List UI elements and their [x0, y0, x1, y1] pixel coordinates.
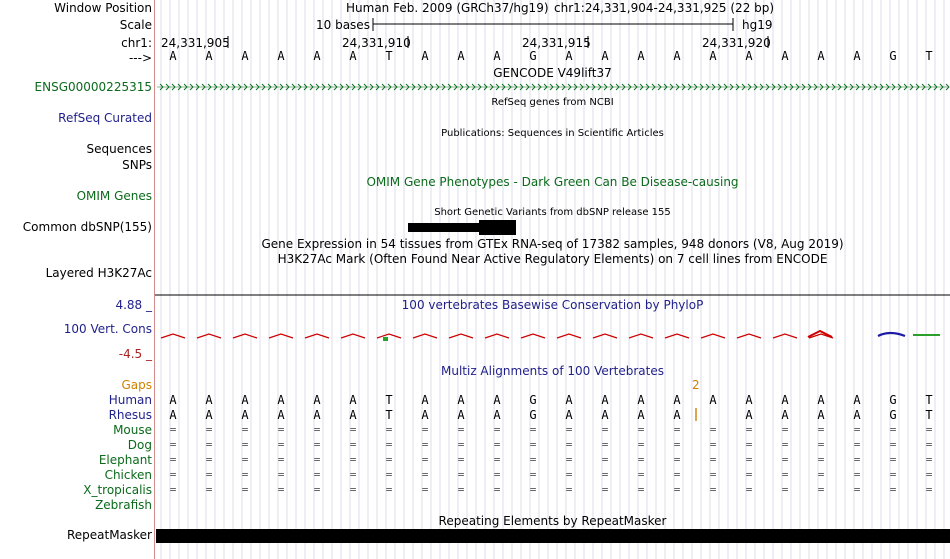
identical-base: = — [277, 438, 285, 451]
sequence-base: A — [601, 49, 609, 63]
identical-base: = — [529, 453, 537, 466]
identical-base: = — [313, 423, 321, 436]
identical-base: = — [709, 468, 717, 481]
identical-base: = — [169, 438, 177, 451]
rhesus-base: A — [637, 408, 645, 422]
identical-base: = — [457, 438, 465, 451]
identical-base: = — [817, 453, 825, 466]
phylop-bar — [593, 334, 617, 338]
rhesus-base: A — [601, 408, 609, 422]
identical-base: = — [709, 438, 717, 451]
common-dbsnp-label[interactable]: Common dbSNP(155) — [22, 220, 152, 234]
identical-base: = — [781, 468, 789, 481]
strand-arrow-label: ---> — [128, 51, 152, 65]
multiz-track-title: Multiz Alignments of 100 Vertebrates — [440, 364, 665, 378]
identical-base: = — [241, 423, 249, 436]
identical-base: = — [853, 483, 861, 496]
species-label-rhesus: Rhesus — [108, 408, 152, 422]
identical-base: = — [565, 468, 573, 481]
sequence-base: A — [205, 49, 213, 63]
human-base: A — [817, 393, 825, 407]
identical-base: = — [169, 483, 177, 496]
human-base: T — [385, 393, 393, 407]
sequence-base: A — [817, 49, 825, 63]
human-base: A — [781, 393, 789, 407]
identical-base: = — [457, 453, 465, 466]
identical-base: = — [241, 453, 249, 466]
chr-label: chr1: — [121, 36, 152, 50]
sequence-base: A — [565, 49, 573, 63]
identical-base: = — [493, 438, 501, 451]
identical-base: = — [421, 453, 429, 466]
identical-base: = — [169, 423, 177, 436]
identical-base: = — [709, 423, 717, 436]
sequence-base: A — [457, 49, 465, 63]
human-base: A — [421, 393, 429, 407]
rhesus-base: G — [889, 408, 897, 422]
sequence-base: A — [673, 49, 681, 63]
identical-base: = — [421, 423, 429, 436]
identical-base: = — [277, 423, 285, 436]
identical-base: = — [817, 483, 825, 496]
phylop-bar — [629, 334, 653, 338]
identical-base: = — [601, 423, 609, 436]
rhesus-base: A — [493, 408, 501, 422]
sequence-base: A — [241, 49, 249, 63]
rhesus-base: A — [277, 408, 285, 422]
repeatmasker-bar — [156, 529, 950, 543]
identical-base: = — [637, 468, 645, 481]
identical-base: = — [745, 483, 753, 496]
identical-base: = — [601, 483, 609, 496]
identical-base: = — [565, 453, 573, 466]
sequence-base: A — [313, 49, 321, 63]
phylop-bar — [377, 334, 401, 338]
identical-base: = — [457, 483, 465, 496]
identical-base: = — [565, 438, 573, 451]
identical-base: = — [637, 438, 645, 451]
identical-base: = — [673, 438, 681, 451]
rhesus-base: A — [241, 408, 249, 422]
phylop-track-title: 100 vertebrates Basewise Conservation by PhyloP — [401, 298, 704, 312]
identical-base: = — [889, 468, 897, 481]
identical-base: = — [349, 483, 357, 496]
rhesus-base: A — [205, 408, 213, 422]
human-base: A — [673, 393, 681, 407]
rhesus-base: A — [565, 408, 573, 422]
phylop-bar — [701, 334, 725, 338]
rhesus-base: T — [385, 408, 393, 422]
identical-base: = — [205, 423, 213, 436]
identical-base: = — [817, 438, 825, 451]
identical-base: = — [493, 423, 501, 436]
rhesus-base: A — [313, 408, 321, 422]
rhesus-base: G — [529, 408, 537, 422]
identical-base: = — [493, 453, 501, 466]
coord-label-3: 24,331,915 — [522, 36, 591, 50]
rhesus-base: A — [817, 408, 825, 422]
assembly-title: Human Feb. 2009 (GRCh37/hg19) — [346, 1, 549, 15]
human-base: G — [889, 393, 897, 407]
omim-genes-label[interactable]: OMIM Genes — [76, 189, 152, 203]
coord-label-2: 24,331,910 — [342, 36, 411, 50]
species-label-elephant: Elephant — [98, 453, 152, 467]
human-base: A — [313, 393, 321, 407]
identical-base: = — [925, 438, 933, 451]
scale-db-text: hg19 — [742, 18, 773, 32]
identical-base: = — [709, 453, 717, 466]
identical-base: = — [925, 468, 933, 481]
identical-base: = — [781, 483, 789, 496]
phylop-bar — [341, 334, 365, 338]
omim-track-title: OMIM Gene Phenotypes - Dark Green Can Be Disease-causing — [366, 175, 739, 189]
identical-base: = — [349, 453, 357, 466]
identical-base: = — [529, 468, 537, 481]
identical-base: = — [745, 453, 753, 466]
sequence-base: A — [745, 49, 753, 63]
identical-base: = — [457, 468, 465, 481]
identical-base: = — [601, 438, 609, 451]
rhesus-base: A — [781, 408, 789, 422]
phylop-bar — [737, 334, 761, 338]
human-base: A — [601, 393, 609, 407]
identical-base: = — [781, 423, 789, 436]
rhesus-base: A — [349, 408, 357, 422]
human-base: T — [925, 393, 933, 407]
position-title: chr1:24,331,904-24,331,925 (22 bp) — [554, 1, 775, 15]
phylop-bar — [773, 334, 797, 338]
species-label-zebrafish: Zebrafish — [95, 498, 152, 512]
identical-base: = — [889, 423, 897, 436]
phylop-bar — [521, 334, 545, 338]
dbsnp-track-title: Short Genetic Variants from dbSNP release 155 — [434, 207, 671, 218]
identical-base: = — [781, 453, 789, 466]
coord-label-4: 24,331,920 — [702, 36, 771, 50]
identical-base: = — [241, 468, 249, 481]
identical-base: = — [313, 468, 321, 481]
rhesus-base: A — [169, 408, 177, 422]
identical-base: = — [169, 468, 177, 481]
identical-base: = — [673, 483, 681, 496]
phylop-bar — [197, 334, 221, 338]
phylop-bar — [305, 334, 329, 338]
identical-base: = — [385, 453, 393, 466]
snps-label[interactable]: SNPs — [122, 158, 152, 172]
phylop-min-label: -4.5 _ — [118, 347, 152, 361]
phylop-bar — [485, 334, 509, 338]
identical-base: = — [853, 453, 861, 466]
phylop-bar — [233, 334, 257, 338]
scale-bases-text: 10 bases — [316, 18, 370, 32]
species-label-chicken: Chicken — [104, 468, 152, 482]
publications-track-title: Publications: Sequences in Scientific Articles — [441, 128, 664, 139]
sequence-base: T — [925, 49, 933, 63]
identical-base: = — [817, 423, 825, 436]
identical-base: = — [565, 423, 573, 436]
identical-base: = — [529, 423, 537, 436]
sequence-base: G — [889, 49, 897, 63]
sequence-base: A — [421, 49, 429, 63]
identical-base: = — [637, 453, 645, 466]
identical-base: = — [853, 438, 861, 451]
h3k27ac-track-title: H3K27Ac Mark (Often Found Near Active Regulatory Elements) on 7 cell lines from ENCODE — [277, 252, 828, 266]
identical-base: = — [277, 483, 285, 496]
rhesus-base: A — [457, 408, 465, 422]
phylop-bar — [269, 334, 293, 338]
identical-base: = — [385, 438, 393, 451]
window-position-label: Window Position — [54, 1, 152, 15]
identical-base: = — [421, 483, 429, 496]
identical-base: = — [241, 438, 249, 451]
sequence-base: A — [493, 49, 501, 63]
identical-base: = — [421, 468, 429, 481]
repeatmasker-track-title: Repeating Elements by RepeatMasker — [438, 514, 667, 528]
sequence-base: A — [349, 49, 357, 63]
identical-base: = — [205, 453, 213, 466]
identical-base: = — [673, 423, 681, 436]
identical-base: = — [925, 453, 933, 466]
layered-h3k27ac-label[interactable]: Layered H3K27Ac — [45, 266, 152, 280]
identical-base: = — [925, 483, 933, 496]
species-label-human: Human — [108, 393, 152, 407]
sequence-base: A — [781, 49, 789, 63]
identical-base: = — [205, 483, 213, 496]
sequence-base: A — [277, 49, 285, 63]
repeatmasker-label[interactable]: RepeatMasker — [66, 528, 152, 542]
identical-base: = — [637, 483, 645, 496]
identical-base: = — [709, 483, 717, 496]
identical-base: = — [637, 423, 645, 436]
sequence-base: T — [385, 49, 393, 63]
identical-base: = — [601, 453, 609, 466]
identical-base: = — [529, 438, 537, 451]
human-base: A — [853, 393, 861, 407]
identical-base: = — [385, 483, 393, 496]
human-base: A — [241, 393, 249, 407]
sequences-label[interactable]: Sequences — [86, 142, 152, 156]
identical-base: = — [313, 438, 321, 451]
identical-base: = — [241, 483, 249, 496]
human-base: G — [529, 393, 537, 407]
identical-base: = — [889, 453, 897, 466]
human-base: A — [745, 393, 753, 407]
gencode-track-title: GENCODE V49lift37 — [493, 66, 612, 80]
rhesus-base: A — [673, 408, 681, 422]
identical-base: = — [601, 468, 609, 481]
human-base: A — [709, 393, 717, 407]
sequence-base: A — [169, 49, 177, 63]
identical-base: = — [349, 468, 357, 481]
human-base: A — [349, 393, 357, 407]
phylop-bar — [383, 337, 388, 341]
identical-base: = — [385, 468, 393, 481]
human-base: A — [565, 393, 573, 407]
species-label-x_tropicalis: X_tropicalis — [83, 483, 152, 497]
identical-base: = — [853, 423, 861, 436]
identical-base: = — [493, 483, 501, 496]
phylop-bar — [161, 334, 185, 338]
identical-base: = — [313, 453, 321, 466]
identical-base: = — [673, 453, 681, 466]
gtex-track-title: Gene Expression in 54 tissues from GTEx RNA-seq of 17382 samples, 948 donors (V8, Aug 2019) — [261, 237, 844, 251]
refseq-track-title: RefSeq genes from NCBI — [491, 97, 614, 108]
phylop-bar — [449, 334, 473, 338]
identical-base: = — [493, 468, 501, 481]
scale-label: Scale — [119, 18, 152, 32]
identical-base: = — [385, 423, 393, 436]
human-base: A — [277, 393, 285, 407]
phylop-bar — [557, 334, 581, 338]
human-base: A — [205, 393, 213, 407]
refseq-curated-label[interactable]: RefSeq Curated — [58, 111, 152, 125]
human-base: A — [493, 393, 501, 407]
identical-base: = — [745, 423, 753, 436]
identical-base: = — [925, 423, 933, 436]
rhesus-base: A — [853, 408, 861, 422]
rhesus-base: T — [925, 408, 933, 422]
identical-base: = — [889, 438, 897, 451]
identical-base: = — [169, 453, 177, 466]
human-base: A — [169, 393, 177, 407]
identical-base: = — [853, 468, 861, 481]
dbsnp-variant-block — [479, 220, 516, 235]
identical-base: = — [529, 483, 537, 496]
identical-base: = — [781, 438, 789, 451]
species-label-dog: Dog — [127, 438, 152, 452]
species-label-mouse: Mouse — [113, 423, 152, 437]
phylop-max-label: 4.88 _ — [115, 298, 152, 312]
identical-base: = — [457, 423, 465, 436]
sequence-base: G — [529, 49, 537, 63]
identical-base: = — [277, 453, 285, 466]
identical-base: = — [205, 468, 213, 481]
phylop-bar — [665, 334, 689, 338]
identical-base: = — [349, 423, 357, 436]
identical-base: = — [745, 468, 753, 481]
identical-base: = — [889, 483, 897, 496]
rhesus-base: A — [745, 408, 753, 422]
identical-base: = — [277, 468, 285, 481]
phylop-bar — [413, 334, 437, 338]
sequence-base: A — [709, 49, 717, 63]
gaps-label: Gaps — [121, 378, 152, 392]
identical-base: = — [673, 468, 681, 481]
gencode-gene-label[interactable]: ENSG00000225315 — [34, 80, 152, 94]
rhesus-base: A — [421, 408, 429, 422]
gap-count: 2 — [692, 378, 700, 392]
human-base: A — [457, 393, 465, 407]
identical-base: = — [313, 483, 321, 496]
identical-base: = — [745, 438, 753, 451]
coord-label-1: 24,331,905 — [161, 36, 230, 50]
human-base: A — [637, 393, 645, 407]
sequence-base: A — [853, 49, 861, 63]
phylop-bar — [878, 333, 905, 336]
cons-track-label[interactable]: 100 Vert. Cons — [63, 322, 152, 336]
identical-base: = — [205, 438, 213, 451]
identical-base: = — [565, 483, 573, 496]
sequence-base: A — [637, 49, 645, 63]
identical-base: = — [349, 438, 357, 451]
identical-base: = — [421, 438, 429, 451]
identical-base: = — [817, 468, 825, 481]
